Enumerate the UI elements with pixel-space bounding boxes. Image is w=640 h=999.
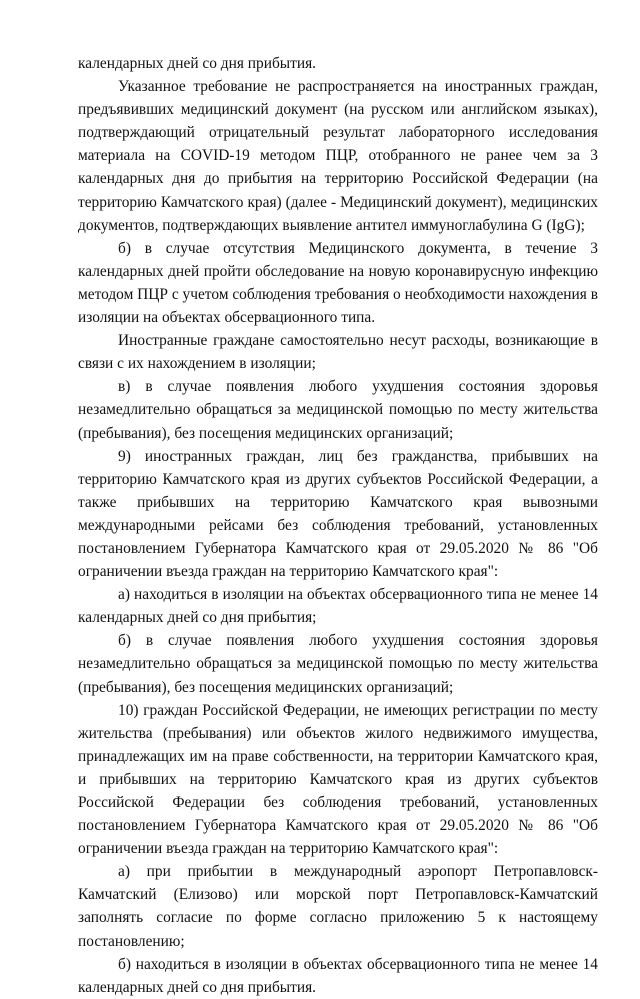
paragraph-item-10: 10) граждан Российской Федерации, не имеющих регистрации по месту жительства (пребывания) или объектов жилого недвижимого имущества, принадлежащих им на праве собственности, на территории Камчатского края, и прибывших на территорию Камчатского края из других субъектов Российской Федерации без соблюдения требований, установленных постановлением Губернатора Камчатского края от 29.05.2020 № 86 "Об ограничении въезда граждан на территорию Камчатского края": [78,701,598,858]
paragraph-exemption: Указанное требование не распространяется на иностранных граждан, предъявивших медицинский документ (на русском или английском языках), подтверждающий отрицательный результат лабораторного исследования материала на COVID-19 методом ПЦР, отобранного не ранее чем за 3 календарных дня до прибытия на территорию Российской Федерации (на территорию Камчатского края) (далее - Медицинский документ), медицинских документов, подтверждающих выявление антител иммуноглабулина G (IgG); [78,78,598,234]
paragraph-item-9: 9) иностранных граждан, лиц без гражданства, прибывших на территорию Камчатского края из других субъектов Российской Федерации, а также прибывших на территорию Камчатского края вывозными международными рейсами без соблюдения требований, установленных постановлением Губернатора Камчатского края от 29.05.2020 № 86 "Об ограничении въезда граждан на территорию Камчатского края": [78,447,598,581]
paragraph-expenses: Иностранные граждане самостоятельно несут расходы, возникающие в связи с их нахождением в изоляции; [78,332,598,373]
paragraph-item-10a: а) при прибытии в международный аэропорт Петропавловск-Камчатский (Елизово) или морской порт Петропавловск-Камчатский заполнять согласие по форме согласно приложению 5 к настоящему постановлению; [78,863,598,950]
paragraph-item-9a: а) находиться в изоляции на объектах обсервационного типа не менее 14 календарных дней со дня прибытия; [78,586,598,627]
paragraph-item-10b: б) находиться в изоляции в объектах обсервационного типа не менее 14 календарных дней со дня прибытия. [78,955,598,996]
paragraph-continuation: календарных дней со дня прибытия. [78,55,317,72]
document-page [78,52,598,999]
paragraph-item-v: в) в случае появления любого ухудшения состояния здоровья незамедлительно обращаться за медицинской помощью по месту жительства (пребывания), без посещения медицинских организаций; [78,378,598,442]
paragraph-item-b: б) в случае отсутствия Медицинского документа, в течение 3 календарных дней пройти обследование на новую коронавирусную инфекцию методом ПЦР с учетом соблюдения требования о необходимости нахождения в изоляции на объектах обсервационного типа. [78,239,598,327]
paragraph-item-9b: б) в случае появления любого ухудшения состояния здоровья незамедлительно обращаться за медицинской помощью по месту жительства (пребывания), без посещения медицинских организаций; [78,632,598,696]
